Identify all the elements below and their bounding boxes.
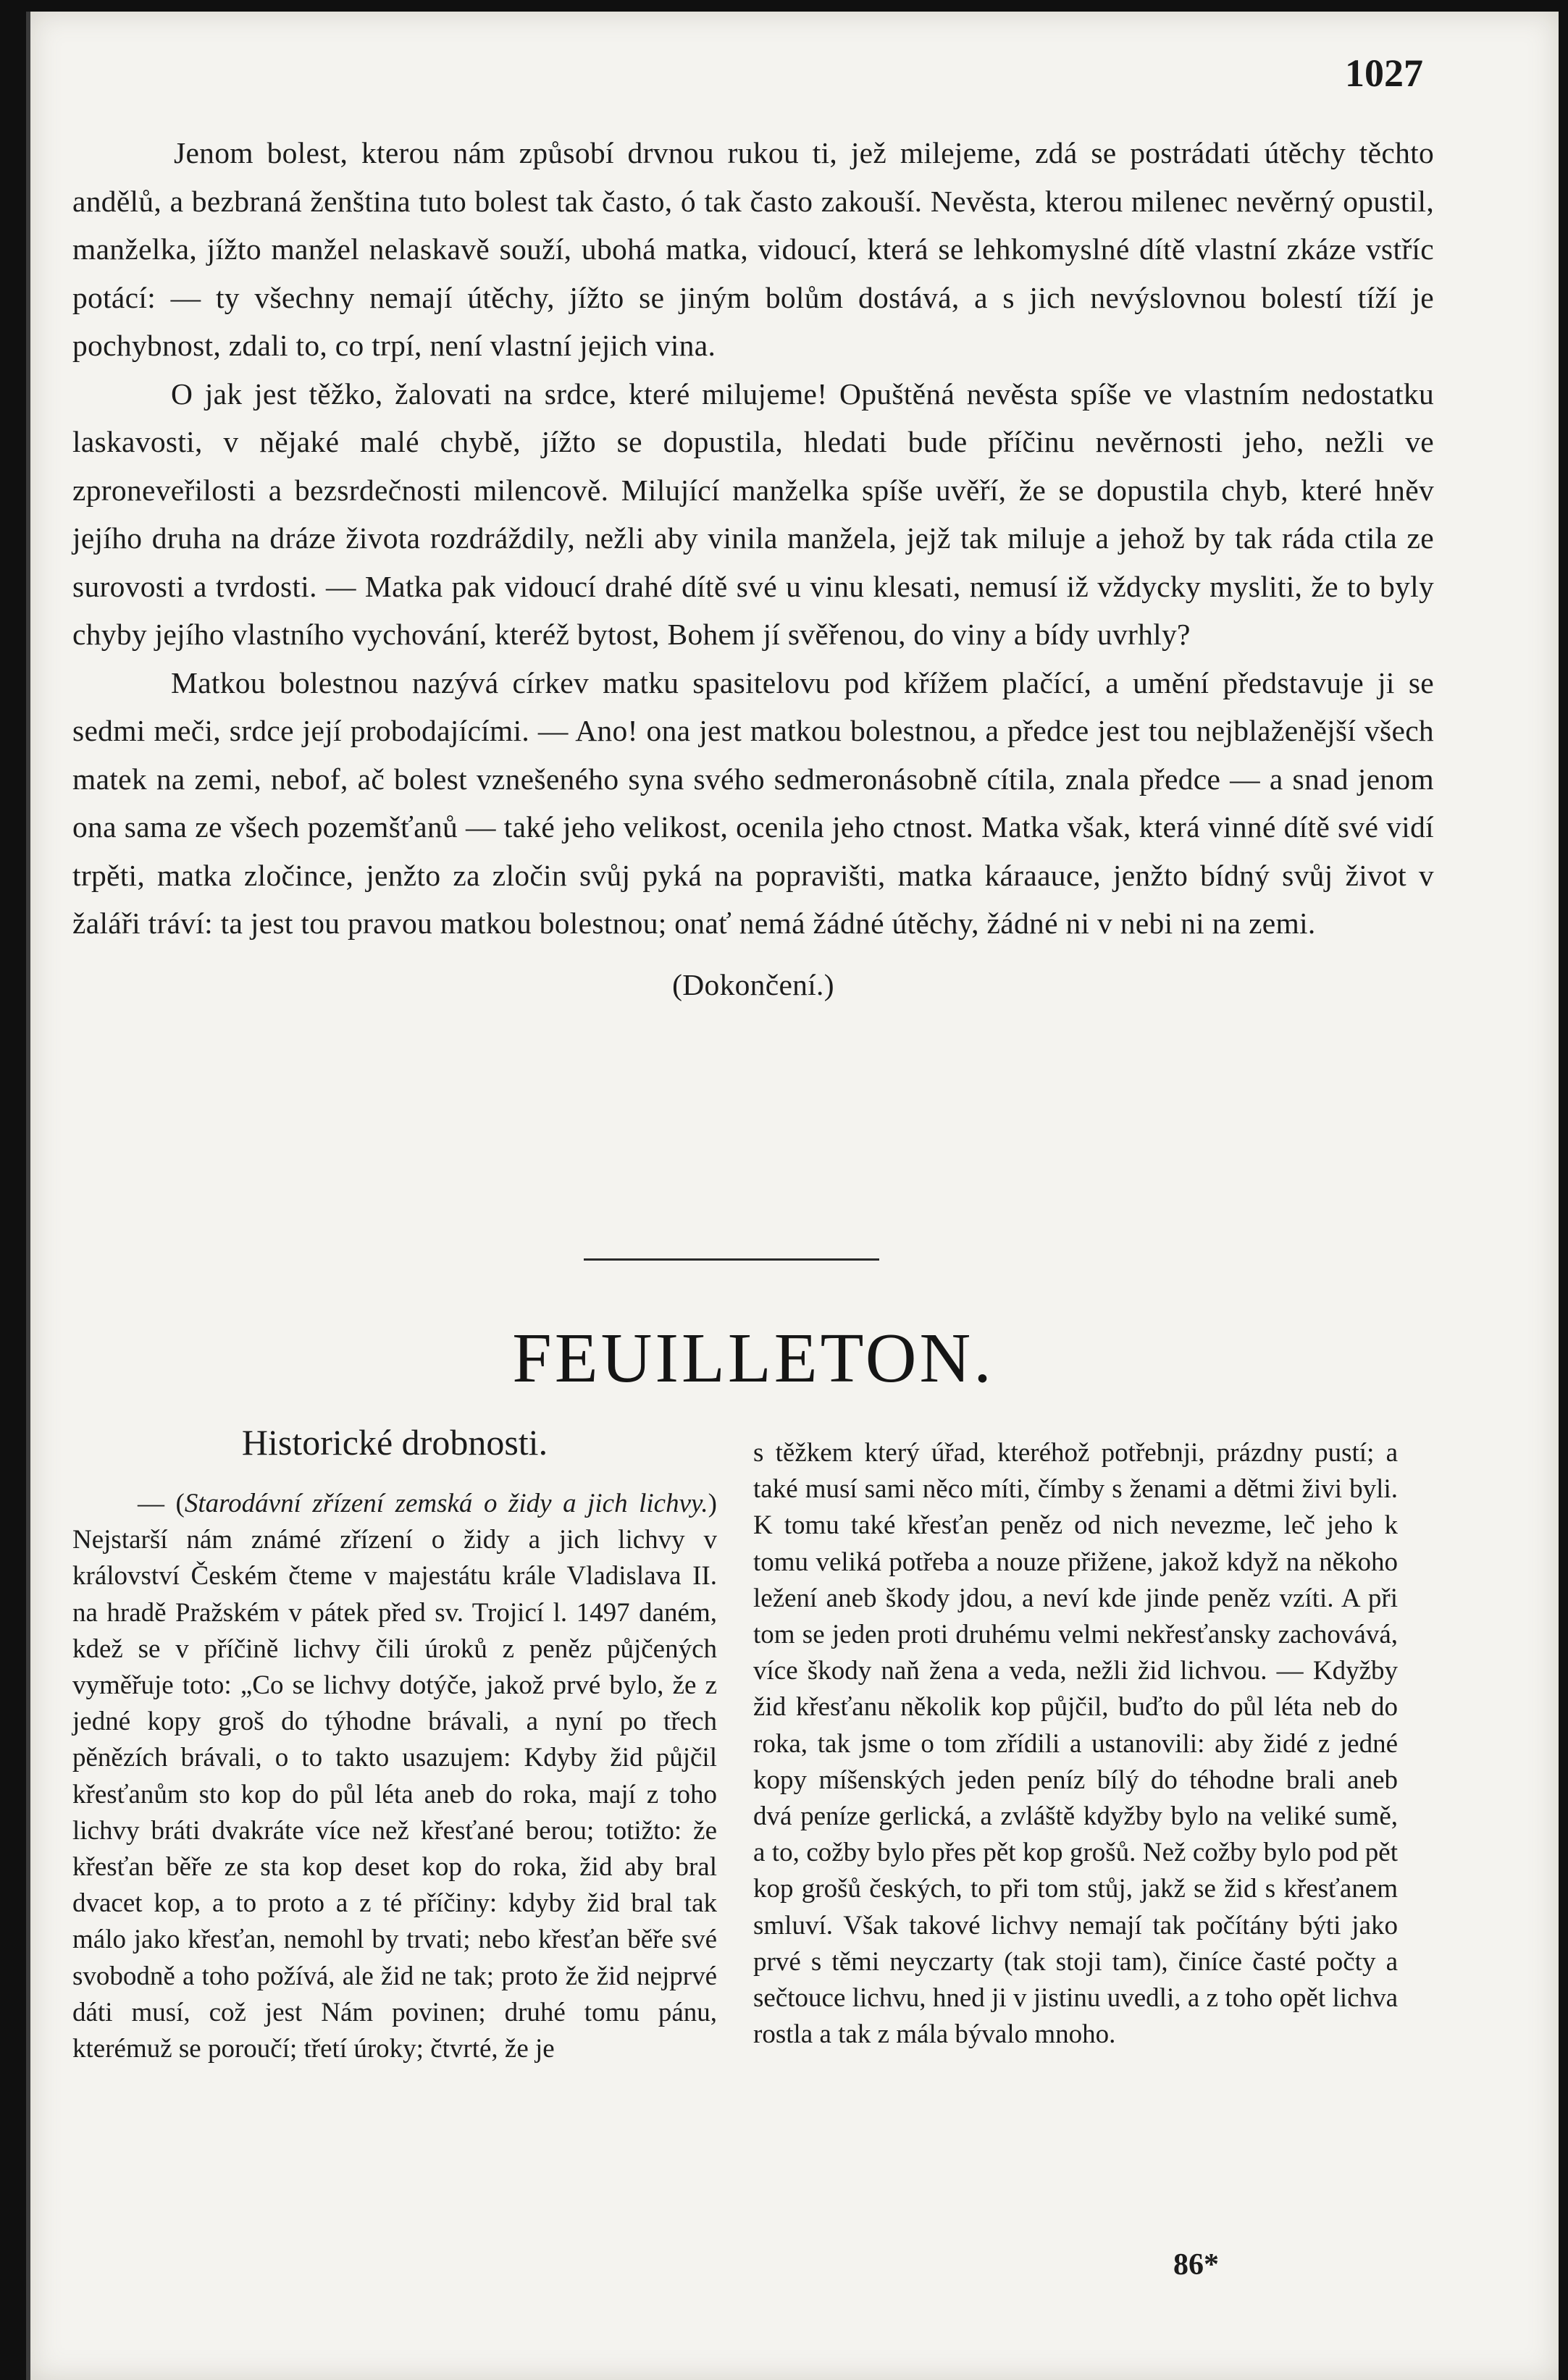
lead-dash: — ( [138, 1489, 185, 1518]
feuilleton-right-column [753, 1435, 1398, 2053]
feuilleton-left-column [72, 1421, 717, 2067]
section-heading: Historické drobnosti. [241, 1422, 548, 1463]
to-be-continued-note: (Dokončení.) [672, 967, 834, 1001]
article-body [72, 129, 1434, 1009]
right-column-text: s těžkem který úřad, kteréhož potřebnji, prázdny pustí; a také musí sami něco míti, čímby s ženami a dětmi živi byli. K tomu také křesťan peněz od nich nevezme, leč jeho k tomu veliká potřeba a nouze přižene, jakož když na někoho ležení aneb škody jdou, a neví kde jinde peněz vzíti. A při tom se jeden proti druhému velmi nekřesťansky zachovává, více škody naň žena a veda, nežli žid lichvou. — Kdyžby žid křesťanu několik kop půjčil, buďto do půl léta neb do roka, tak jsme o tom zřídili a ustanovili: aby židé z jedné kopy míšenských jeden peníz bílý do téhodne brali aneb dvá peníze gerlická, a zvláště kdyžby bylo na veliké sumě, a to, cožby bylo přes pět kop grošů. Než cožby bylo pod pět kop grošů českých, to při tom stůj, jakž se žid s křesťanem smluví. Však takové lichvy nemají tak počítány býti jako prvé s těmi neyczarty (tak stoji tam), činíce časté počty a sečtouce lichvu, hned ji v jistinu uvedli, a z toho opět lichva rostla a tak z mála bývalo mnoho. [753, 1438, 1398, 2050]
article-paragraph-3: Matkou bolestnou nazývá církev matku spasitelovu pod křížem plačící, a umění představuje ji se sedmi meči, srdce její probodajícími. — Ano! ona jest matkou bolestnou, a předce jest tou nejblaženější všech matek na zemi, nebof, ač bolest vznešeného syna svého sedmeronásobně cítila, znala předce — a snad jenom ona sama ze všech pozemšťanů — také jeho velikost, ocenila jeho ctnost. Matka však, která vinné dítě své vidí trpěti, matka zločince, jenžto za zločin svůj pyká na popravišti, matka káraauce, jenžto bídný svůj život v žaláři tráví: ta jest tou pravou matkou bolestnou; onať nemá žádné útěchy, žádné ni v nebi ni na zemi. [72, 665, 1434, 940]
lead-close: ) [708, 1489, 717, 1518]
feuilleton-heading: FEUILLETON. [512, 1319, 994, 1397]
feuilleton-left-paragraph [72, 1486, 717, 2067]
lead-italic-title: Starodávní zřízení zemská o židy a jich lichvy. [184, 1489, 708, 1518]
article-paragraph-2: O jak jest těžko, žalovati na srdce, které milujeme! Opuštěná nevěsta spíše ve vlastním nedostatku laskavosti, v nějaké malé chybě, jížto se dopustila, hledati bude příčinu nevěrnosti jeho, nežli ve zproneveřilosti a bezsrdečnosti milencově. Milující manželka spíše uvěří, že se dopustila chyb, které hněv jejího druha na dráze života rozdráždily, nežli aby vinila manžela, jejž tak miluje a jehož by tak ráda ctila ze surovosti a tvrdosti. — Matka pak vidoucí drahé dítě své u vinu klesati, nemusí iž vždycky mysliti, že to byly chyby jejího vlastního vychování, kteréž bytost, Bohem jí svěřenou, do viny a bídy uvrhly? [72, 377, 1434, 651]
signature-mark: 86* [1173, 2248, 1219, 2282]
section-divider [584, 1258, 879, 1261]
article-paragraph-1: Jenom bolest, kterou nám způsobí drvnou rukou ti, jež milejeme, zdá se postrádati útěchy těchto andělů, a bezbraná ženština tuto bolest tak často, ó tak často zakouší. Nevěsta, kterou milenec nevěrný opustil, manželka, jížto manžel nelaskavě souží, ubohá matka, vidoucí, která se lehkomyslné dítě vlastní zkáze vstříc potácí: — ty všechny nemají útěchy, jížto se jiným bolům dostává, a s jich nevýslovnou bolestí tíží je pochybnost, zdali to, co trpí, není vlastní jejich vina. [72, 136, 1434, 362]
left-column-text: Nejstarší nám známé zřízení o židy a jich lichvy v království Českém čteme v majestátu krále Vladislava II. na hradě Pražském v pátek před sv. Trojicí l. 1497 daném, kdež se v příčině lichvy čili úroků z peněz půjčených vyměřuje toto: „Co se lichvy dotýče, jakož prvé bylo, že z jedné kopy groš do týhodne brávali, a nyní po třech pěnězích brávali, o to takto usazujem: Kdyby žid půjčil křesťanům sto kop do půl léta aneb do roka, mají z toho lichvy bráti dvakráte více než křesťané berou; totižto: že křesťan běře ze sta kop deset kop do roka, žid aby bral dvacet kop, a to proto a z té příčiny: kdyby žid bral tak málo jako křesťan, nemohl by trvati; nebo křesťan běře své svobodně a toho požívá, ale žid ne tak; proto že žid nejprvé dáti musí, což jest Nám povinen; druhé tomu pánu, kterémuž se poroučí; třetí úroky; čtvrté, že je [72, 1525, 717, 2064]
page-number: 1027 [1345, 51, 1423, 95]
